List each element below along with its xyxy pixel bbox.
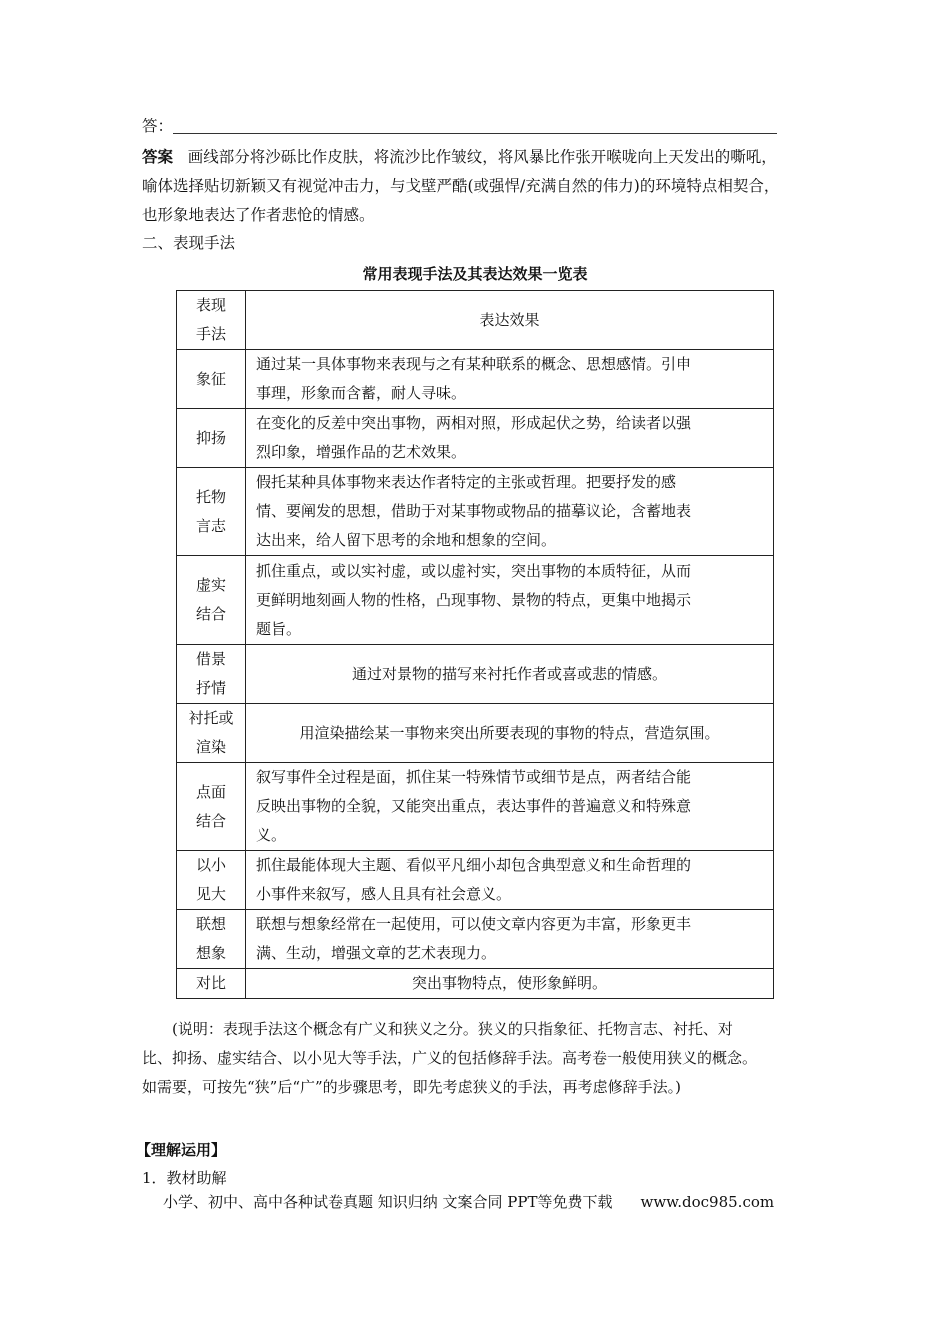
effect-cell: 突出事物特点，使形象鲜明。	[246, 969, 774, 999]
effect-line: 假托某种具体事物来表达作者特定的主张或哲理。把要抒发的感	[256, 473, 677, 491]
effect-line: 反映出事物的全貌，又能突出重点，表达事件的普遍意义和特殊意	[256, 797, 692, 815]
techniques-table	[176, 290, 774, 999]
technique-name-line: 借景	[195, 650, 226, 668]
item-1: 1．教材助解	[142, 1169, 227, 1187]
table-row	[177, 969, 774, 999]
answer-line-1	[142, 143, 822, 172]
table-row	[177, 645, 774, 704]
table-row	[177, 556, 774, 645]
technique-name-line: 言志	[195, 516, 226, 535]
header-effect-cell: 表达效果	[246, 291, 774, 350]
table-row	[177, 350, 774, 409]
effect-cell	[246, 556, 774, 645]
effect-line: 情、要阐发的思想，借助于对某事物或物品的描摹议论，含蓄地表	[256, 502, 692, 520]
effect-line: 题旨。	[256, 619, 302, 638]
technique-cell	[177, 468, 246, 556]
technique-name-line: 想象	[195, 944, 226, 962]
footer	[163, 1189, 774, 1215]
technique-cell	[177, 556, 246, 645]
effect-line: 达出来，给人留下思考的余地和想象的空间。	[256, 531, 557, 549]
section-title: 二、表现手法	[142, 234, 236, 252]
effect-cell: 用渲染描绘某一事物来突出所要表现的事物的特点，营造氛围。	[246, 704, 774, 763]
note-line-1: (说明：表现手法这个概念有广义和狭义之分。狭义的只指象征、托物言志、衬托、对	[172, 1020, 733, 1038]
technique-cell	[177, 704, 246, 763]
effect-line: 抓住最能体现大主题、看似平凡细小却包含典型意义和生命哲理的	[256, 856, 692, 874]
technique-cell	[177, 910, 246, 969]
technique-name-line: 对比	[195, 974, 226, 992]
technique-cell	[177, 851, 246, 910]
table-row	[177, 704, 774, 763]
explanation-note	[142, 1015, 822, 1102]
answer-prompt: 答：	[142, 117, 174, 135]
effect-line: 联想与想象经常在一起使用，可以使文章内容更为丰富，形象更丰	[256, 915, 692, 933]
technique-name-line: 见大	[195, 885, 226, 903]
technique-name-line: 虚实	[195, 576, 226, 594]
answer-block	[142, 143, 822, 230]
footer-url[interactable]: www.doc985.com	[640, 1193, 775, 1211]
effect-cell	[246, 851, 774, 910]
technique-name-line: 点面	[195, 782, 226, 801]
answer-label: 答案	[142, 148, 174, 166]
effect-line: 通过某一具体事物来表现与之有某种联系的概念、思想感情。引申	[256, 355, 692, 373]
technique-name-line: 渲染	[195, 738, 226, 756]
effect-line: 满、生动，增强文章的艺术表现力。	[256, 944, 497, 962]
answer-line-2: 喻体选择贴切新颖又有视觉冲击力，与戈壁严酷(或强悍/充满自然的伟力)的环境特点相契合，	[142, 177, 780, 195]
effect-line: 在变化的反差中突出事物，两相对照，形成起伏之势，给读者以强	[256, 414, 692, 432]
technique-name-line: 以小	[195, 856, 226, 874]
technique-name-line: 抑扬	[195, 428, 226, 447]
table-title: 常用表现手法及其表达效果一览表	[362, 265, 588, 283]
effect-cell	[246, 350, 774, 409]
effect-line: 事理，形象而含蓄，耐人寻味。	[256, 384, 467, 402]
answer-text-1: 画线部分将沙砾比作皮肤，将流沙比作皱纹，将风暴比作张开喉咙向上天发出的嘶吼，	[187, 148, 777, 166]
header-technique-line-1: 表现	[195, 296, 226, 314]
header-technique-cell	[177, 291, 246, 350]
effect-cell	[246, 763, 774, 851]
footer-text: 小学、初中、高中各种试卷真题 知识归纳 文案合同 PPT等免费下载	[163, 1193, 613, 1211]
technique-cell	[177, 763, 246, 851]
effect-line: 烈印象，增强作品的艺术效果。	[256, 443, 467, 461]
header-technique-line-2: 手法	[195, 325, 226, 343]
technique-name-line: 结合	[195, 811, 226, 830]
technique-name-line: 托物	[195, 487, 226, 506]
technique-name-line: 象征	[195, 369, 226, 388]
technique-cell	[177, 350, 246, 409]
note-line-3: 如需要，可按先“狭”后“广”的步骤思考，即先考虑狭义的手法，再考虑修辞手法。)	[142, 1078, 682, 1096]
technique-name-line: 联想	[195, 915, 226, 933]
effect-line: 义。	[256, 826, 287, 844]
table-row	[177, 409, 774, 468]
technique-cell	[177, 409, 246, 468]
effect-line: 叙写事件全过程是面，抓住某一特殊情节或细节是点，两者结合能	[256, 768, 692, 786]
table-row	[177, 763, 774, 851]
technique-name-line: 抒情	[195, 679, 226, 697]
note-line-2: 比、抑扬、虚实结合、以小见大等手法，广义的包括修辞手法。高考卷一般使用狭义的概念。	[142, 1049, 758, 1067]
effect-cell	[246, 910, 774, 969]
effect-cell: 通过对景物的描写来衬托作者或喜或悲的情感。	[246, 645, 774, 704]
table-row	[177, 910, 774, 969]
effect-line: 抓住重点，或以实衬虚，或以虚衬实，突出事物的本质特征，从而	[256, 561, 692, 580]
technique-cell	[177, 645, 246, 704]
table-row	[177, 468, 774, 556]
technique-name-line: 结合	[195, 605, 226, 623]
table-header-row	[177, 291, 774, 350]
technique-name-line: 衬托或	[188, 709, 234, 727]
effect-line: 更鲜明地刻画人物的性格，凸现事物、景物的特点，更集中地揭示	[256, 590, 692, 609]
effect-line: 小事件来叙写，感人且具有社会意义。	[256, 885, 512, 903]
answer-line-3: 也形象地表达了作者悲怆的情感。	[142, 206, 375, 224]
technique-cell	[177, 969, 246, 999]
sub-title: 【理解运用】	[136, 1141, 227, 1159]
table-row	[177, 851, 774, 910]
effect-cell	[246, 468, 774, 556]
effect-cell	[246, 409, 774, 468]
answer-blank-line	[173, 133, 777, 134]
